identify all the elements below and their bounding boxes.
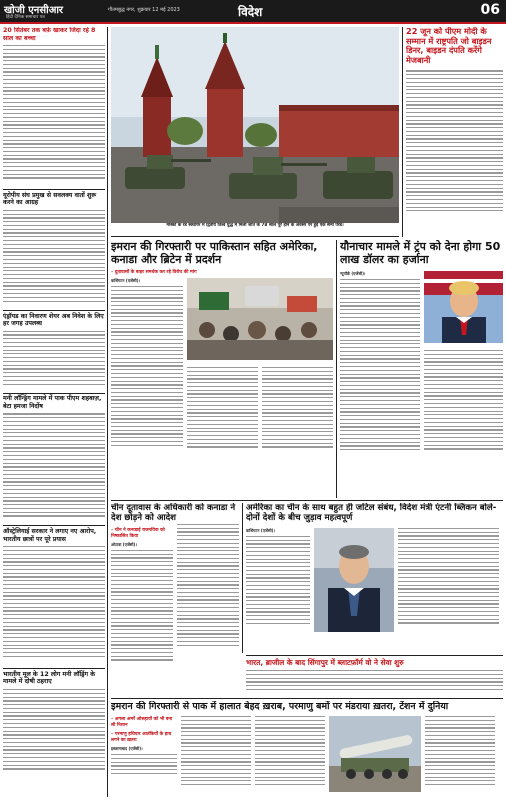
singapore-story bbox=[246, 658, 503, 696]
publication-name: खोजी एनसीआर bbox=[4, 5, 64, 16]
pakistan-nuclear-dateline: इस्लामाबाद (एजेंसी)। bbox=[111, 746, 143, 751]
imran-protest-kicker: – दुतावासों के बाहर समर्थक कर रहे विरोध की मांग bbox=[111, 270, 197, 275]
left-story-6-headline: भारतीय मूल के 12 लोग मनी लॉड्रिंग के मामले में दोषी ठहराए bbox=[3, 670, 96, 686]
left-story-1-headline: 20 सितंबर तक बर्फ़ खाकर जिंदा रहे 8 साल का बच्चा bbox=[3, 27, 96, 42]
imran-protest-headline: इमरान की गिरफ्तारी पर पाकिस्तान सहित अमेरिका, कनाडा और ब्रिटेन में प्रदर्शन bbox=[111, 240, 318, 266]
date-line: गौतमबुद्ध नगर, शुक्रवार 12 मई 2023 bbox=[108, 7, 180, 13]
masthead bbox=[0, 0, 506, 22]
imran-protest-body-col1 bbox=[111, 286, 183, 456]
blinken-body-col1 bbox=[246, 536, 310, 632]
divider bbox=[3, 189, 105, 190]
left-story-6-body bbox=[3, 689, 105, 779]
pakistan-nuclear-headline: इमरान की गिरफ्तारी से पाक में हालात बेहद ख़राब, परमाणु बमों पर मंडराया ख़तरा, टेंशन में दुनिया bbox=[111, 701, 449, 712]
left-story-4-headline: मनी लॉन्ड्रिंग मामले में पाक पीएम शहबाज़, बेटा हमजा निर्दोष bbox=[3, 395, 102, 410]
left-column bbox=[3, 27, 105, 797]
left-story-3-headline: एंड्रॉयड का निवारण शेयर अब निवेश के लिए हर जगह उपलब्ध bbox=[3, 312, 104, 328]
blinken-headline: अमेरिका का चीन के साथ बहुत ही जटिल संबंध, विदेश मंत्री एंटनी ब्लिंकन बोले- दोनों देशों के बीच जुड़ाव महत्वपूर्ण bbox=[246, 503, 497, 524]
pakistan-nuclear-kicker-1: – अगला अमरें ओसहायों को भी बना सी निशान bbox=[111, 717, 173, 728]
divider bbox=[3, 668, 105, 669]
divider bbox=[111, 698, 503, 699]
imran-protest-body-col3 bbox=[262, 367, 333, 457]
divider bbox=[111, 236, 399, 237]
divider bbox=[3, 310, 105, 311]
missile-photo bbox=[329, 716, 421, 792]
china-canada-body-col1 bbox=[111, 550, 173, 670]
left-story-5-body bbox=[3, 546, 105, 666]
trump-headline: यौनाचार मामले में ट्रंप को देना होगा 50 लाख डॉलर का हर्जाना bbox=[340, 240, 501, 266]
divider bbox=[3, 393, 105, 394]
divider bbox=[3, 525, 105, 526]
china-canada-dateline: ओटावा (एजेंसी)। bbox=[111, 541, 137, 547]
imran-protest-dateline: वाशिंगटन (एजेंसी)। bbox=[111, 278, 140, 283]
imran-protest-story bbox=[111, 240, 333, 500]
trump-photo bbox=[424, 271, 503, 343]
blinken-body-col2 bbox=[398, 528, 499, 632]
trump-body-col1 bbox=[340, 279, 420, 465]
page-number: 06 bbox=[480, 2, 500, 18]
divider bbox=[246, 655, 503, 656]
right-top-story bbox=[406, 27, 503, 237]
pakistan-nuclear-body-col2 bbox=[181, 716, 251, 792]
trump-body-col2 bbox=[424, 350, 503, 460]
left-story-1-body bbox=[3, 45, 105, 187]
left-story-5-headline: ऑस्ट्रेलियाई सरकार ने लगाए नए आरोप, भारतीय छात्रों पर पूरे प्रयास bbox=[3, 528, 97, 543]
left-story-2-body bbox=[3, 210, 105, 308]
header-accent-rule bbox=[0, 22, 506, 24]
imran-protest-body-col2 bbox=[187, 367, 258, 457]
blinken-story bbox=[246, 503, 503, 653]
divider bbox=[111, 500, 503, 501]
trump-story bbox=[340, 240, 503, 498]
china-canada-body-col2 bbox=[177, 524, 239, 656]
singapore-body bbox=[246, 670, 503, 694]
pakistan-nuclear-body-col1 bbox=[111, 754, 177, 778]
china-canada-headline: चीन दूतावास के अधिकारी को कनाडा ने देश छोड़ने को आदेश bbox=[111, 503, 236, 524]
top-photo bbox=[111, 27, 399, 223]
singapore-headline: भारत, ब्राजील के बाद सिंगापुर में ब्लाटफ़ॉर्म वो ने सेवा शुरु bbox=[246, 658, 404, 667]
left-story-2-headline: यूरोपीय संघ प्रमुख से सवलक्य वातों शुरू करने का आग्रह bbox=[3, 191, 97, 207]
protest-photo bbox=[187, 278, 333, 360]
column-rule bbox=[242, 503, 243, 653]
china-canada-kicker: – चीन ने कनाडाई राजनयिक को निष्कासित किया bbox=[111, 527, 165, 539]
top-photo-caption: मास्को के रेड स्क्वायर में द्वितीय विश्व युद्ध में मिली जीत के 78 साल पूरे होने के अवसर पर हुई एक सैन्य परेड। bbox=[166, 223, 344, 228]
pakistan-nuclear-kicker-2: – परमाणु हथियार आतंकियों के हाथ लगने का ख़तरा bbox=[111, 732, 172, 743]
left-story-3-body bbox=[3, 331, 105, 391]
china-canada-story bbox=[111, 503, 239, 695]
pakistan-nuclear-story bbox=[111, 701, 503, 797]
right-top-body bbox=[406, 70, 503, 220]
right-top-headline: 22 जून को पीएम मोदी के सम्मान में राष्ट्रपति जो बाइडन डिनर, बाइडन दंपति करेंगे मेजबानी bbox=[406, 27, 492, 65]
column-rule bbox=[402, 27, 403, 237]
blinken-dateline: वाशिंगटन (एजेंसी)। bbox=[246, 527, 275, 533]
section-title: विदेश bbox=[238, 5, 263, 19]
publication-tagline: हिंदी दैनिक समाचार पत्र bbox=[6, 15, 45, 20]
column-rule bbox=[107, 27, 108, 797]
pakistan-nuclear-body-col3 bbox=[255, 716, 325, 792]
pakistan-nuclear-body-col4 bbox=[425, 716, 495, 792]
left-story-4-body bbox=[3, 413, 105, 523]
trump-dateline: न्यूयॉर्क (एजेंसी)। bbox=[340, 271, 366, 276]
blinken-photo bbox=[314, 528, 394, 632]
red-square-parade-photo bbox=[111, 27, 399, 223]
column-rule bbox=[336, 240, 337, 498]
